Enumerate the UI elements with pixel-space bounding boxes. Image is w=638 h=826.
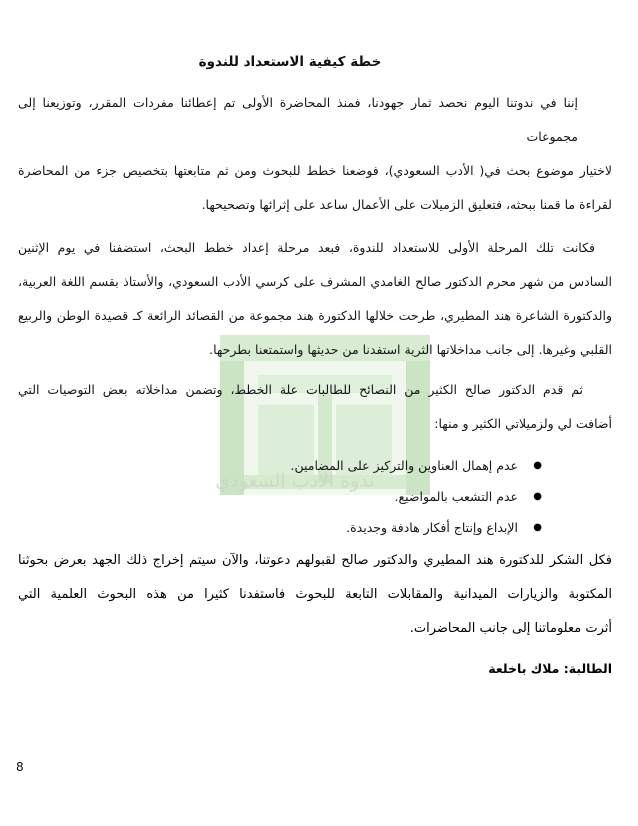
bullet-icon: ● [533,460,542,471]
paragraph-line: لقراءة ما قمنا ببحثه، فتعليق الزميلات على الأعمال ساعد على إثرائها وتصحيحها. [201,197,612,212]
bullet-icon: ● [533,491,542,502]
paragraph-seminar-guests [18,231,612,367]
list-item-text: عدم التشعب بالمواضيع. [394,489,518,504]
watermark-text: ندوة الأدب السعودي [215,470,375,492]
list-item [18,450,542,481]
list-item-text: الإبداع وإنتاج أفكار هادفة وجديدة. [346,520,518,535]
paragraph-line: القلبي وغيرها. إلى جانب مداخلاتها الثرية استفدنا من حديثها واستمتعنا بطرحها. [209,342,612,357]
paragraph-intro [18,86,612,222]
paragraph-line: المكتوبة والزيارات الميدانية والمقابلات التابعة للبحوث فاستفدنا كثيرا من هذه البحوث العلمية التي [18,587,612,602]
list-item [18,512,542,543]
paragraph-line: السادس من شهر محرم الدكتور صالح الغامدي المشرف على كرسي الأدب السعودي، والأستاذ بقسم اللغة العربية، [18,274,612,289]
paragraph-closing [18,544,612,646]
paragraph-line: ثم قدم الدكتور صالح الكثير من النصائح للطالبات علة الخطط، وتضمن مداخلاته بعض التوصيات التي [18,382,583,397]
list-item-text: عدم إهمال العناوين والتركيز على المضامين. [290,458,518,473]
paragraph-line: أثرت معلوماتنا إلى جانب المحاضرات. [409,621,612,636]
paragraph-line: أضافت لي ولزميلاتي الكثير و منها: [434,416,612,431]
bullet-icon: ● [533,522,542,533]
page-title: خطة كيفية الاستعداد للندوة [198,54,382,70]
paragraph-line: والدكتورة الشاعرة هند المطيري، طرحت خلالها الدكتورة هند مجموعة من القصائد الرائعة كـ قصيدة الوطن والربيع [18,308,612,323]
paragraph-line: لاختيار موضوع بحث في( الأدب السعودي)، فوضعنا خطط للبحوث ومن ثم متابعتها بتخصيص جزء من المحاضرة [18,163,612,178]
paragraph-line: إننا في ندوتنا اليوم نحصد ثمار جهودنا، فمنذ المحاضرة الأولى تم إعطائنا مفردات المقرر، وتوزيعنا إلى مجموعات [18,95,578,144]
paragraph-line: فكانت تلك المرحلة الأولى للاستعداد للندوة، فبعد مرحلة إعداد خطط البحث، استضفنا في يوم الإثنين [18,240,595,255]
student-signature: الطالبة: ملاك باخلعة [488,661,612,676]
document-page [18,0,612,684]
page-number: 8 [16,760,24,774]
paragraph-line: فكل الشكر للدكتورة هند المطيري والدكتور صالح لقبولهم دعوتنا، والآن سيتم إخراج ذلك الجهد بعرض بحوثنا [18,553,612,568]
recommendations-list [18,450,612,543]
paragraph-advice [18,373,612,441]
list-item [18,481,542,512]
